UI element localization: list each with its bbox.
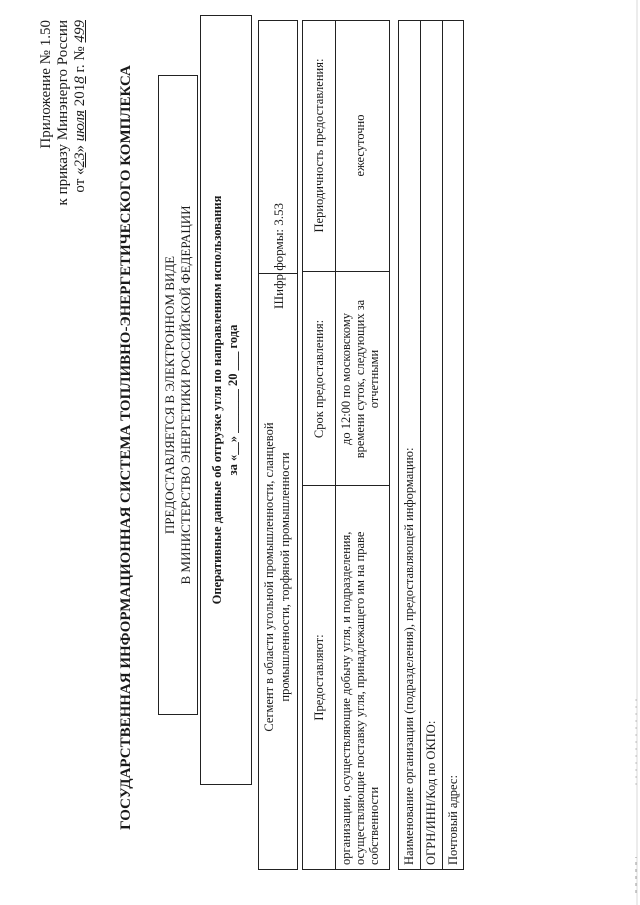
handwritten-year-digit: 8 [72, 76, 88, 84]
electronic-line-2: В МИНИСТЕРСТВО ЭНЕРГЕТИКИ РОССИЙСКОЙ ФЕДЕРАЦИИ [178, 205, 193, 585]
form-code: Шифр формы: 3.53 [271, 202, 286, 309]
header-providers: Предоставляют: [312, 634, 326, 721]
operational-period: за «__» _______ 20 ___ года [226, 324, 240, 476]
header-periodicity: Периодичность предоставления: [312, 58, 326, 233]
appendix-date-line: от «23» июля 2018 г. № 499 [72, 20, 88, 193]
operational-title: Оперативные данные об отгрузке угля по направлениям использования [210, 195, 224, 605]
scan-edge-noise [632, 0, 640, 905]
org-name-line [399, 21, 421, 869]
table-header-divider [335, 21, 336, 869]
ogrn-label: ОГРН/ИНН/Код по ОКПО: [424, 720, 438, 865]
cell-periodicity: ежесуточно [353, 114, 367, 177]
operational-data-box [200, 15, 252, 785]
handwritten-month: июля [72, 110, 88, 142]
appendix-number: Приложение № 1.50 [38, 20, 54, 149]
address-line [443, 21, 465, 869]
cell-providers: организации, осуществляющие добычу угля, и подразделения, осуществляющие поставку угля, принадлежащего им на праве собственности [339, 531, 381, 865]
electronic-submission-box [158, 75, 198, 715]
cell-deadline: до 12:00 по московскому времени суток, следующих за отчетными [339, 299, 381, 459]
appendix-order: к приказу Минэнерго России [55, 20, 71, 206]
handwritten-order-number: 499 [72, 20, 88, 43]
electronic-line-1: ПРЕДОСТАВЛЯЕТСЯ В ЭЛЕКТРОННОМ ВИДЕ [162, 255, 177, 535]
providers-table [302, 20, 390, 870]
ogrn-line [421, 21, 443, 869]
header-deadline: Срок предоставления: [312, 319, 326, 439]
organization-info-block [398, 20, 464, 870]
main-title: ГОСУДАРСТВЕННАЯ ИНФОРМАЦИОННАЯ СИСТЕМА ТОПЛИВНО-ЭНЕРГЕТИЧЕСКОГО КОМПЛЕКСА [118, 65, 134, 830]
segment-row [258, 20, 298, 870]
segment-text: Сегмент в области угольной промышленности, сланцевой промышленности, торфяной промышленности [262, 422, 292, 732]
address-label: Почтовый адрес: [446, 775, 460, 865]
appendix-block [38, 20, 89, 280]
handwritten-day: 23 [72, 152, 88, 168]
org-name-label: Наименование организации (подразделения), предоставляющей информацию: [402, 447, 416, 865]
